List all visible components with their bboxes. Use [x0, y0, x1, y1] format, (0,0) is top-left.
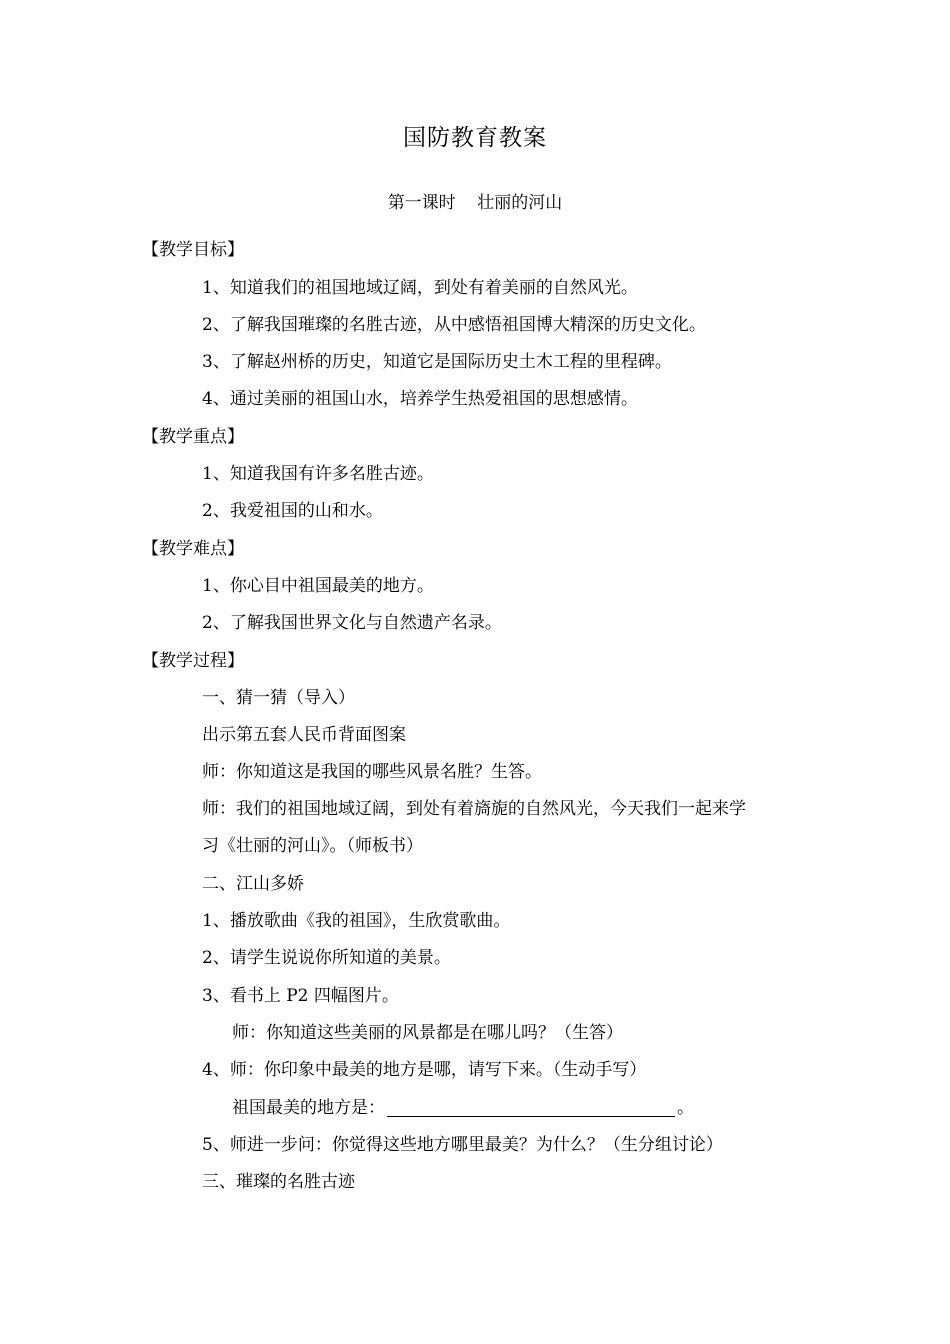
- answer-blank-line: [387, 1096, 675, 1117]
- goal-item: 4、通过美丽的祖国山水，培养学生热爱祖国的思想感情。: [202, 389, 638, 409]
- difficulty-item: 2、了解我国世界文化与自然遗产名录。: [202, 613, 502, 633]
- process-step: 师：你知道这是我国的哪些风景名胜？生答。: [202, 762, 542, 782]
- lesson-subtitle: 第一课时 壮丽的河山: [387, 193, 563, 213]
- process-step: 4、师：你印象中最美的地方是哪，请写下来。（生动手写）: [202, 1060, 647, 1080]
- process-step: 5、师进一步问：你觉得这些地方哪里最美？为什么？（生分组讨论）: [202, 1135, 723, 1155]
- fill-in-prompt: 祖国最美的地方是：: [232, 1098, 385, 1118]
- difficulty-item: 1、你心目中祖国最美的地方。: [202, 576, 434, 596]
- goal-item: 3、了解赵州桥的历史，知道它是国际历史土木工程的里程碑。: [202, 352, 672, 372]
- section-header-goals: 【教学目标】: [142, 240, 244, 260]
- document-title: 国防教育教案: [403, 125, 547, 151]
- process-step: 出示第五套人民币背面图案: [202, 725, 406, 745]
- process-step: 习《壮丽的河山》。（师板书）: [202, 836, 423, 856]
- section-header-difficulties: 【教学难点】: [142, 539, 244, 559]
- process-step: 三、璀璨的名胜古迹: [202, 1172, 355, 1192]
- process-step: 2、请学生说说你所知道的美景。: [202, 948, 451, 968]
- goal-item: 1、知道我们的祖国地域辽阔，到处有着美丽的自然风光。: [202, 278, 638, 298]
- process-step: 3、看书上 P2 四幅图片。: [202, 986, 399, 1006]
- process-step: 师：你知道这些美丽的风景都是在哪儿吗？（生答）: [232, 1023, 623, 1043]
- goal-item: 2、了解我国璀璨的名胜古迹，从中感悟祖国博大精深的历史文化。: [202, 315, 706, 335]
- process-step: 师：我们的祖国地域辽阔，到处有着旖旎的自然风光，今天我们一起来学: [202, 799, 746, 819]
- fill-in-line: [232, 1096, 694, 1120]
- process-step: 一、猜一猜（导入）: [202, 688, 355, 708]
- fill-in-period: 。: [677, 1098, 694, 1118]
- process-step: 二、江山多娇: [202, 874, 304, 894]
- section-header-process: 【教学过程】: [142, 651, 244, 671]
- key-point-item: 1、知道我国有许多名胜古迹。: [202, 464, 434, 484]
- process-step: 1、播放歌曲《我的祖国》，生欣赏歌曲。: [202, 911, 511, 931]
- section-header-key-points: 【教学重点】: [142, 427, 244, 447]
- key-point-item: 2、我爱祖国的山和水。: [202, 501, 383, 521]
